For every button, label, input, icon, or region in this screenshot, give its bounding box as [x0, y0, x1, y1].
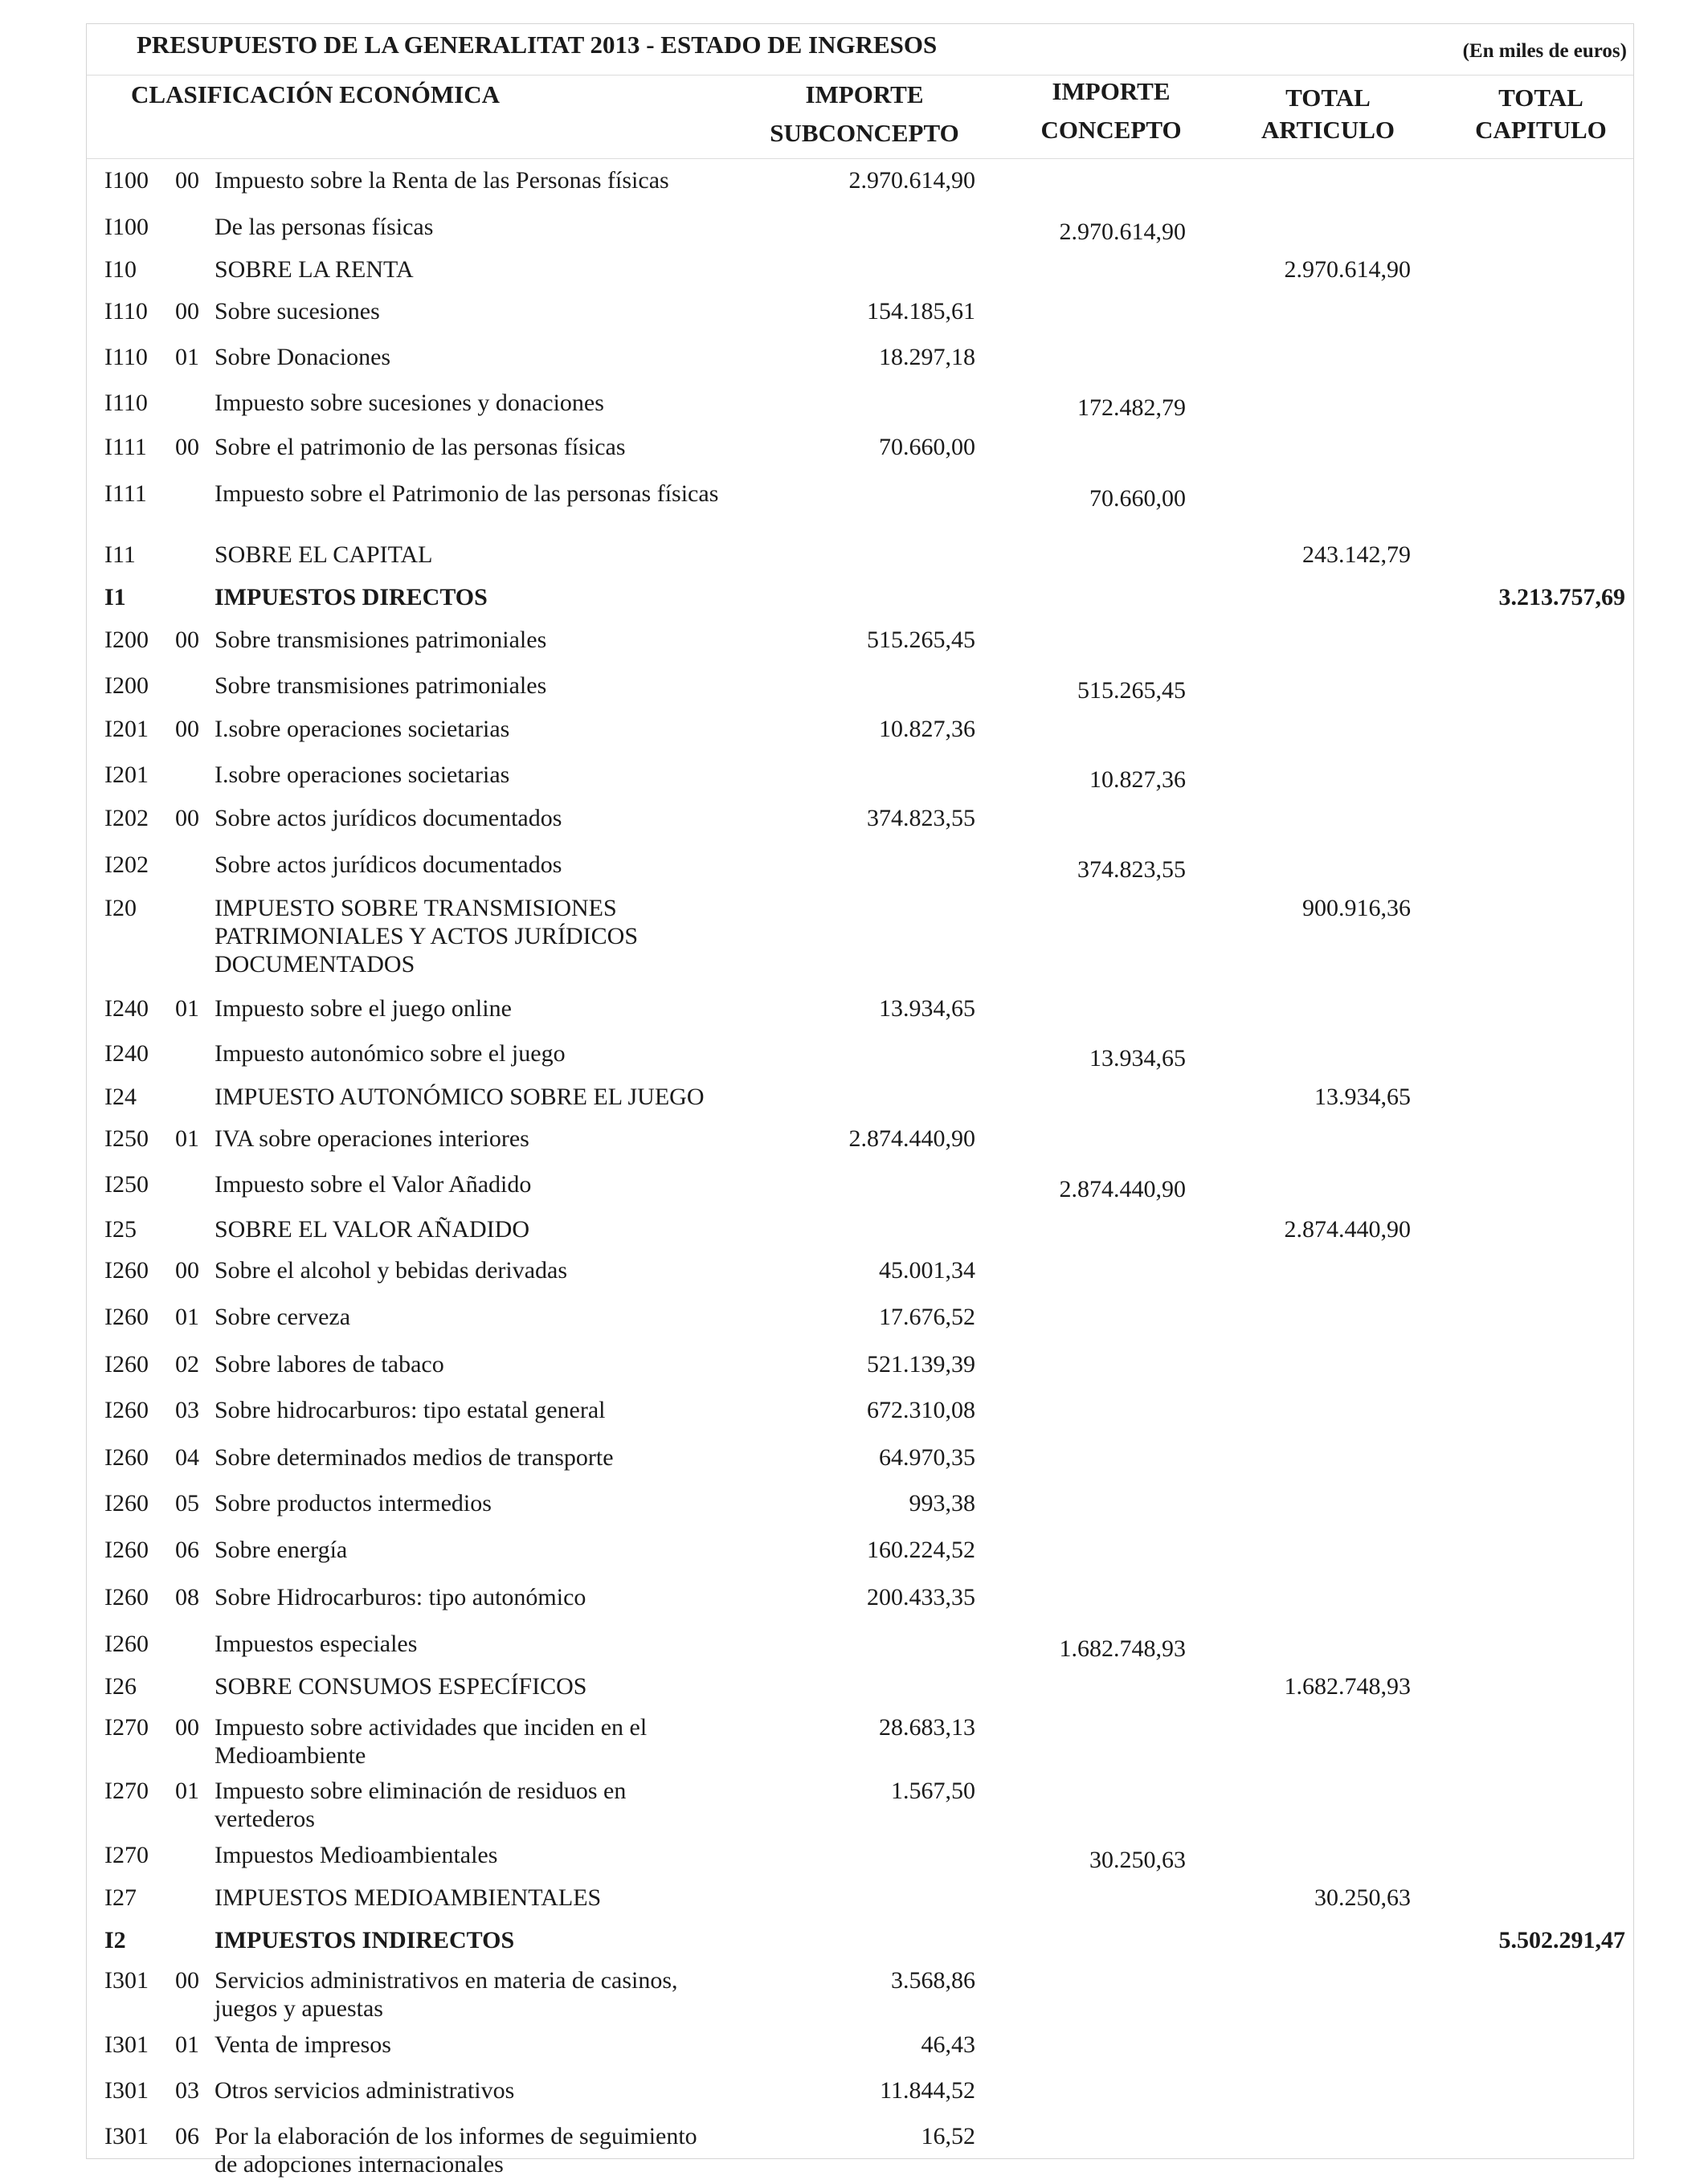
- col-header-subconcepto: [764, 76, 965, 153]
- row-importe-subconcepto: 46,43: [921, 2031, 975, 2058]
- row-subcode: 01: [175, 1125, 199, 1152]
- row-description: Sobre el alcohol y bebidas derivadas: [215, 1257, 568, 1284]
- row-code: I100: [104, 167, 149, 194]
- row-description: Impuesto sobre el Patrimonio de las personas físicas: [215, 480, 719, 507]
- row-importe-concepto: 2.874.440,90: [1059, 1176, 1186, 1202]
- row-total-capitulo: 3.213.757,69: [1498, 584, 1625, 610]
- row-code: I200: [104, 627, 149, 653]
- row-description: Sobre el patrimonio de las personas físicas: [215, 434, 626, 460]
- col-header-subconcepto-line1: IMPORTE: [805, 80, 924, 108]
- row-code: I260: [104, 1257, 149, 1284]
- row-code: I260: [104, 1304, 149, 1330]
- row-description: Sobre Donaciones: [215, 344, 391, 370]
- units-note: (En miles de euros): [1462, 40, 1627, 62]
- row-description: Impuestos especiales: [215, 1631, 418, 1657]
- row-importe-subconcepto: 3.568,86: [891, 1967, 975, 1994]
- row-description: Sobre actos jurídicos documentados: [215, 805, 562, 831]
- row-importe-concepto: 10.827,36: [1089, 766, 1186, 793]
- row-importe-subconcepto: 10.827,36: [879, 716, 975, 742]
- row-description: Sobre energía: [215, 1537, 348, 1563]
- row-code: I27: [104, 1884, 137, 1911]
- row-code: I201: [104, 761, 149, 788]
- row-code: I240: [104, 1040, 149, 1067]
- row-code: I110: [104, 390, 148, 416]
- col-header-articulo: [1228, 82, 1428, 146]
- row-description: IMPUESTOS DIRECTOS: [215, 584, 488, 610]
- row-description: IMPUESTO SOBRE TRANSMISIONES PATRIMONIALES Y ACTOS JURÍDICOS DOCUMENTADOS: [215, 895, 639, 978]
- row-code: I270: [104, 1842, 149, 1868]
- row-code: I11: [104, 541, 136, 568]
- row-importe-subconcepto: 2.970.614,90: [848, 167, 975, 194]
- row-subcode: 03: [175, 2077, 199, 2104]
- row-subcode: 04: [175, 1444, 199, 1471]
- row-description: I.sobre operaciones societarias: [215, 761, 510, 788]
- row-description: Sobre Hidrocarburos: tipo autonómico: [215, 1584, 586, 1610]
- col-header-concepto: [1015, 72, 1207, 149]
- row-description: IVA sobre operaciones interiores: [215, 1125, 529, 1152]
- row-description: SOBRE EL CAPITAL: [215, 541, 433, 568]
- document-title: PRESUPUESTO DE LA GENERALITAT 2013 - ESTADO DE INGRESOS: [137, 31, 938, 59]
- row-total-articulo: 2.970.614,90: [1284, 256, 1411, 283]
- row-code: I260: [104, 1397, 149, 1423]
- row-code: I200: [104, 672, 149, 699]
- row-code: I250: [104, 1125, 149, 1152]
- row-importe-subconcepto: 374.823,55: [867, 805, 975, 831]
- row-description: Impuesto sobre actividades que inciden en el Medioambiente: [215, 1714, 648, 1769]
- row-total-articulo: 900.916,36: [1302, 895, 1411, 921]
- row-description: SOBRE CONSUMOS ESPECÍFICOS: [215, 1673, 587, 1700]
- row-code: I240: [104, 995, 149, 1022]
- row-description: Sobre labores de tabaco: [215, 1351, 444, 1378]
- row-description: Sobre transmisiones patrimoniales: [215, 672, 547, 699]
- row-code: I202: [104, 851, 149, 878]
- row-code: I202: [104, 805, 149, 831]
- col-header-capitulo-line2: CAPITULO: [1475, 116, 1607, 144]
- row-code: I110: [104, 298, 148, 325]
- row-description: Por la elaboración de los informes de seguimiento de adopciones internacionales: [215, 2123, 697, 2178]
- row-subcode: 01: [175, 1304, 199, 1330]
- row-code: I1: [104, 584, 126, 610]
- row-description: Sobre productos intermedios: [215, 1490, 492, 1517]
- row-subcode: 00: [175, 1967, 199, 1994]
- row-description: IMPUESTOS INDIRECTOS: [215, 1927, 515, 1953]
- row-subcode: 00: [175, 1257, 199, 1284]
- row-code: I20: [104, 895, 137, 921]
- row-subcode: 01: [175, 344, 199, 370]
- row-description: Sobre sucesiones: [215, 298, 380, 325]
- row-subcode: 06: [175, 2123, 199, 2149]
- row-total-articulo: 243.142,79: [1302, 541, 1411, 568]
- row-description: Sobre determinados medios de transporte: [215, 1444, 614, 1471]
- row-code: I111: [104, 480, 147, 507]
- row-code: I110: [104, 344, 148, 370]
- row-importe-subconcepto: 16,52: [921, 2123, 975, 2149]
- col-header-concepto-line1: IMPORTE: [1052, 77, 1171, 105]
- row-code: I301: [104, 2031, 149, 2058]
- row-importe-subconcepto: 160.224,52: [867, 1537, 975, 1563]
- row-subcode: 00: [175, 167, 199, 194]
- row-importe-subconcepto: 672.310,08: [867, 1397, 975, 1423]
- row-description: De las personas físicas: [215, 214, 434, 240]
- row-subcode: 01: [175, 2031, 199, 2058]
- row-importe-subconcepto: 45.001,34: [879, 1257, 975, 1284]
- row-importe-concepto: 30.250,63: [1089, 1847, 1186, 1873]
- row-description: Sobre hidrocarburos: tipo estatal general: [215, 1397, 606, 1423]
- row-total-articulo: 2.874.440,90: [1284, 1216, 1411, 1243]
- row-importe-concepto: 2.970.614,90: [1059, 218, 1186, 245]
- row-importe-subconcepto: 515.265,45: [867, 627, 975, 653]
- row-description: Impuesto sobre eliminación de residuos en vertederos: [215, 1778, 627, 1832]
- row-importe-subconcepto: 28.683,13: [879, 1714, 975, 1741]
- row-importe-subconcepto: 64.970,35: [879, 1444, 975, 1471]
- row-importe-subconcepto: 2.874.440,90: [848, 1125, 975, 1152]
- column-header-divider: [87, 158, 1633, 159]
- col-header-classification: [131, 76, 500, 114]
- row-code: I24: [104, 1084, 137, 1110]
- col-header-subconcepto-line2: SUBCONCEPTO: [770, 119, 959, 147]
- row-subcode: 01: [175, 995, 199, 1022]
- row-description: Impuesto sobre el Valor Añadido: [215, 1171, 532, 1198]
- row-code: I260: [104, 1351, 149, 1378]
- row-importe-subconcepto: 1.567,50: [891, 1778, 975, 1804]
- row-subcode: 06: [175, 1537, 199, 1563]
- row-code: I2: [104, 1927, 126, 1953]
- row-description: Otros servicios administrativos: [215, 2077, 515, 2104]
- row-total-capitulo: 5.502.291,47: [1498, 1927, 1625, 1953]
- row-description: Impuesto sobre la Renta de las Personas físicas: [215, 167, 669, 194]
- row-importe-subconcepto: 993,38: [909, 1490, 975, 1517]
- row-description: IMPUESTO AUTONÓMICO SOBRE EL JUEGO: [215, 1084, 705, 1110]
- row-code: I100: [104, 214, 149, 240]
- row-importe-subconcepto: 17.676,52: [879, 1304, 975, 1330]
- row-importe-concepto: 1.682.748,93: [1059, 1635, 1186, 1662]
- row-total-articulo: 13.934,65: [1314, 1084, 1411, 1110]
- row-code: I301: [104, 2123, 149, 2149]
- col-header-capitulo: [1453, 82, 1629, 146]
- row-subcode: 00: [175, 298, 199, 325]
- row-description: Servicios administrativos en materia de casinos, juegos y apuestas: [215, 1967, 678, 2022]
- row-total-articulo: 30.250,63: [1314, 1884, 1411, 1911]
- row-code: I260: [104, 1444, 149, 1471]
- row-importe-subconcepto: 70.660,00: [879, 434, 975, 460]
- row-description: SOBRE EL VALOR AÑADIDO: [215, 1216, 529, 1243]
- row-importe-concepto: 374.823,55: [1077, 856, 1186, 883]
- row-code: I25: [104, 1216, 137, 1243]
- row-code: I111: [104, 434, 147, 460]
- row-description: Sobre transmisiones patrimoniales: [215, 627, 547, 653]
- row-description: I.sobre operaciones societarias: [215, 716, 510, 742]
- col-header-articulo-line2: ARTICULO: [1261, 116, 1395, 144]
- row-importe-concepto: 172.482,79: [1077, 394, 1186, 421]
- row-code: I260: [104, 1490, 149, 1517]
- row-subcode: 01: [175, 1778, 199, 1804]
- col-header-concepto-line2: CONCEPTO: [1040, 116, 1182, 144]
- row-importe-subconcepto: 200.433,35: [867, 1584, 975, 1610]
- row-subcode: 00: [175, 716, 199, 742]
- row-description: Impuestos Medioambientales: [215, 1842, 498, 1868]
- col-header-classification-label: CLASIFICACIÓN ECONÓMICA: [131, 80, 501, 108]
- row-importe-subconcepto: 18.297,18: [879, 344, 975, 370]
- row-subcode: 02: [175, 1351, 199, 1378]
- row-subcode: 00: [175, 434, 199, 460]
- col-header-articulo-line1: TOTAL: [1285, 84, 1371, 112]
- row-code: I270: [104, 1778, 149, 1804]
- row-description: Impuesto sobre sucesiones y donaciones: [215, 390, 604, 416]
- col-header-capitulo-line1: TOTAL: [1498, 84, 1583, 112]
- row-code: I201: [104, 716, 149, 742]
- row-importe-subconcepto: 13.934,65: [879, 995, 975, 1022]
- row-code: I10: [104, 256, 137, 283]
- row-code: I26: [104, 1673, 137, 1700]
- row-description: Impuesto autonómico sobre el juego: [215, 1040, 566, 1067]
- row-subcode: 03: [175, 1397, 199, 1423]
- row-subcode: 05: [175, 1490, 199, 1517]
- row-description: Impuesto sobre el juego online: [215, 995, 512, 1022]
- row-code: I260: [104, 1537, 149, 1563]
- row-importe-concepto: 70.660,00: [1089, 485, 1186, 512]
- row-description: Sobre cerveza: [215, 1304, 351, 1330]
- row-importe-subconcepto: 521.139,39: [867, 1351, 975, 1378]
- row-description: SOBRE LA RENTA: [215, 256, 414, 283]
- row-description: Sobre actos jurídicos documentados: [215, 851, 562, 878]
- row-importe-concepto: 515.265,45: [1077, 677, 1186, 704]
- row-code: I260: [104, 1584, 149, 1610]
- row-total-articulo: 1.682.748,93: [1284, 1673, 1411, 1700]
- row-subcode: 00: [175, 805, 199, 831]
- row-description: IMPUESTOS MEDIOAMBIENTALES: [215, 1884, 602, 1911]
- row-code: I260: [104, 1631, 149, 1657]
- row-code: I301: [104, 2077, 149, 2104]
- row-subcode: 08: [175, 1584, 199, 1610]
- row-importe-subconcepto: 154.185,61: [867, 298, 975, 325]
- budget-table: [86, 23, 1634, 2178]
- row-code: I270: [104, 1714, 149, 1741]
- row-importe-subconcepto: 11.844,52: [880, 2077, 975, 2104]
- row-importe-concepto: 13.934,65: [1089, 1045, 1186, 1072]
- row-code: I250: [104, 1171, 149, 1198]
- row-code: I301: [104, 1967, 149, 1994]
- row-subcode: 00: [175, 627, 199, 653]
- row-description: Venta de impresos: [215, 2031, 391, 2058]
- row-subcode: 00: [175, 1714, 199, 1741]
